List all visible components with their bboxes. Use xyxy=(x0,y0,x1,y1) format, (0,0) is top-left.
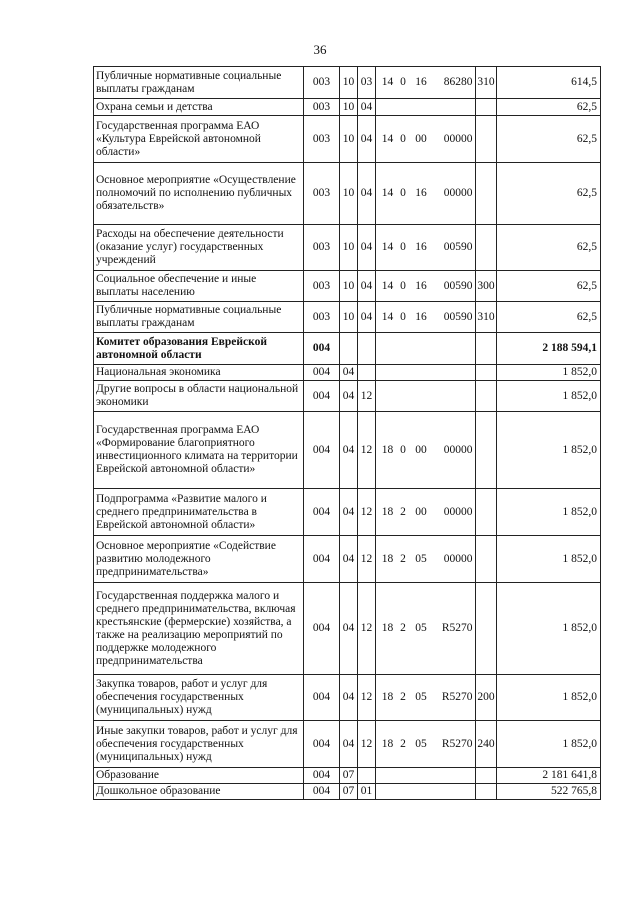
expense-type-code: 310 xyxy=(476,302,497,333)
section-code: 04 xyxy=(340,489,358,536)
target-code xyxy=(376,163,476,225)
program-code: 14 xyxy=(381,241,394,253)
amount: 1 852,0 xyxy=(497,489,601,536)
target-code xyxy=(376,365,476,381)
amount: 2 181 641,8 xyxy=(497,768,601,784)
expense-type-code xyxy=(476,333,497,365)
main-activity-code: 00 xyxy=(415,443,427,456)
subsection-code: 04 xyxy=(358,225,376,271)
table-row xyxy=(94,768,601,784)
target-code xyxy=(376,67,476,99)
direction-code: R5270 xyxy=(441,622,473,634)
table-row xyxy=(94,412,601,489)
row-name: Другие вопросы в области национальной экономики xyxy=(94,381,304,412)
section-code: 07 xyxy=(340,784,358,800)
program-code: 14 xyxy=(381,132,394,145)
direction-code: 00590 xyxy=(443,310,473,323)
direction-code: 00000 xyxy=(443,132,473,145)
row-name: Иные закупки товаров, работ и услуг для обеспечения государственных (муниципальных) нужд xyxy=(94,721,304,768)
section-code xyxy=(340,333,358,365)
row-name: Расходы на обеспечение деятельности (оказание услуг) государственных учреждений xyxy=(94,225,304,271)
section-code: 10 xyxy=(340,67,358,99)
target-code xyxy=(376,333,476,365)
row-name: Государственная программа ЕАО «Культура Еврейской автономной области» xyxy=(94,116,304,163)
target-code xyxy=(376,381,476,412)
row-name: Государственная программа ЕАО «Формирование благоприятного инвестиционного климата на территории Еврейской автономной области» xyxy=(94,412,304,489)
direction-code: 00000 xyxy=(443,552,473,565)
subprogram-code: 2 xyxy=(400,505,406,518)
table-row xyxy=(94,675,601,721)
row-name: Образование xyxy=(94,768,304,784)
ministry-code: 004 xyxy=(304,412,340,489)
row-name: Публичные нормативные социальные выплаты гражданам xyxy=(94,67,304,99)
direction-code: R5270 xyxy=(441,737,473,750)
row-name: Закупка товаров, работ и услуг для обеспечения государственных (муниципальных) нужд xyxy=(94,675,304,721)
table-row xyxy=(94,721,601,768)
amount: 62,5 xyxy=(497,225,601,271)
amount: 62,5 xyxy=(497,116,601,163)
direction-code: 00590 xyxy=(443,241,473,253)
program-code: 14 xyxy=(381,76,394,88)
expense-type-code: 240 xyxy=(476,721,497,768)
section-code: 10 xyxy=(340,302,358,333)
subsection-code xyxy=(358,333,376,365)
target-code xyxy=(376,271,476,302)
main-activity-code: 05 xyxy=(415,737,427,750)
expense-type-code xyxy=(476,536,497,583)
section-code: 10 xyxy=(340,271,358,302)
subsection-code: 12 xyxy=(358,721,376,768)
row-name: Основное мероприятие «Осуществление полномочий по исполнению публичных обязательств» xyxy=(94,163,304,225)
expense-type-code xyxy=(476,163,497,225)
subprogram-code: 0 xyxy=(400,241,406,253)
table-row xyxy=(94,536,601,583)
main-activity-code: 16 xyxy=(415,76,427,88)
table-row xyxy=(94,163,601,225)
section-code: 04 xyxy=(340,675,358,721)
target-code xyxy=(376,784,476,800)
target-code xyxy=(376,99,476,116)
subsection-code: 03 xyxy=(358,67,376,99)
budget-table xyxy=(93,66,601,800)
amount: 1 852,0 xyxy=(497,381,601,412)
expense-type-code: 200 xyxy=(476,675,497,721)
subprogram-code: 0 xyxy=(400,187,406,199)
program-code: 14 xyxy=(381,187,394,199)
target-code xyxy=(376,721,476,768)
row-name: Социальное обеспечение и иные выплаты населению xyxy=(94,271,304,302)
subprogram-code: 2 xyxy=(400,552,406,565)
table-row xyxy=(94,489,601,536)
main-activity-code: 16 xyxy=(415,187,427,199)
program-code: 18 xyxy=(381,737,394,750)
section-code: 04 xyxy=(340,583,358,675)
target-code xyxy=(376,116,476,163)
subprogram-code: 0 xyxy=(400,443,406,456)
expense-type-code xyxy=(476,583,497,675)
subsection-code xyxy=(358,365,376,381)
ministry-code: 004 xyxy=(304,675,340,721)
subprogram-code: 0 xyxy=(400,279,406,292)
main-activity-code: 16 xyxy=(415,310,427,323)
table-row xyxy=(94,381,601,412)
page-number: 36 xyxy=(313,42,327,57)
subsection-code: 12 xyxy=(358,675,376,721)
subprogram-code: 2 xyxy=(400,691,406,703)
subprogram-code: 2 xyxy=(400,622,406,634)
section-code: 10 xyxy=(340,116,358,163)
section-code: 04 xyxy=(340,381,358,412)
main-activity-code: 16 xyxy=(415,241,427,253)
ministry-code: 003 xyxy=(304,271,340,302)
table-row xyxy=(94,583,601,675)
amount: 1 852,0 xyxy=(497,675,601,721)
table-row xyxy=(94,365,601,381)
ministry-code: 004 xyxy=(304,536,340,583)
table-row xyxy=(94,271,601,302)
row-name: Государственная поддержка малого и среднего предпринимательства, включая крестьянские (фермерские) хозяйства, а также на реализацию мероприятий по поддержке молодежного предпринимательства xyxy=(94,583,304,675)
section-code: 04 xyxy=(340,365,358,381)
row-name: Комитет образования Еврейской автономной области xyxy=(94,333,304,365)
subprogram-code: 0 xyxy=(400,76,406,88)
program-code: 18 xyxy=(381,443,394,456)
expense-type-code xyxy=(476,412,497,489)
target-code xyxy=(376,225,476,271)
section-code: 04 xyxy=(340,412,358,489)
target-code xyxy=(376,675,476,721)
expense-type-code: 310 xyxy=(476,67,497,99)
section-code: 04 xyxy=(340,536,358,583)
main-activity-code: 05 xyxy=(415,552,427,565)
amount: 1 852,0 xyxy=(497,536,601,583)
subsection-code: 04 xyxy=(358,302,376,333)
subprogram-code: 0 xyxy=(400,310,406,323)
program-code: 14 xyxy=(381,310,394,323)
expense-type-code xyxy=(476,99,497,116)
amount: 62,5 xyxy=(497,302,601,333)
expense-type-code xyxy=(476,381,497,412)
target-code xyxy=(376,412,476,489)
main-activity-code: 00 xyxy=(415,505,427,518)
target-code xyxy=(376,768,476,784)
table-row xyxy=(94,67,601,99)
main-activity-code: 05 xyxy=(415,622,427,634)
main-activity-code: 16 xyxy=(415,279,427,292)
program-code: 18 xyxy=(381,552,394,565)
target-code xyxy=(376,536,476,583)
amount: 1 852,0 xyxy=(497,583,601,675)
ministry-code: 004 xyxy=(304,489,340,536)
direction-code: 86280 xyxy=(443,76,473,88)
expense-type-code xyxy=(476,489,497,536)
subprogram-code: 0 xyxy=(400,132,406,145)
table-row xyxy=(94,333,601,365)
subsection-code: 04 xyxy=(358,271,376,302)
subsection-code: 04 xyxy=(358,163,376,225)
row-name: Охрана семьи и детства xyxy=(94,99,304,116)
direction-code: R5270 xyxy=(441,691,473,703)
table-row xyxy=(94,784,601,800)
table-row xyxy=(94,99,601,116)
ministry-code: 003 xyxy=(304,225,340,271)
ministry-code: 004 xyxy=(304,381,340,412)
subsection-code: 01 xyxy=(358,784,376,800)
expense-type-code: 300 xyxy=(476,271,497,302)
amount: 62,5 xyxy=(497,163,601,225)
amount: 1 852,0 xyxy=(497,365,601,381)
table-row xyxy=(94,225,601,271)
row-name: Национальная экономика xyxy=(94,365,304,381)
expense-type-code xyxy=(476,768,497,784)
program-code: 18 xyxy=(381,622,394,634)
direction-code: 00590 xyxy=(443,279,473,292)
direction-code: 00000 xyxy=(443,187,473,199)
amount: 62,5 xyxy=(497,99,601,116)
target-code xyxy=(376,302,476,333)
target-code xyxy=(376,489,476,536)
ministry-code: 003 xyxy=(304,116,340,163)
program-code: 14 xyxy=(381,279,394,292)
amount: 62,5 xyxy=(497,271,601,302)
expense-type-code xyxy=(476,784,497,800)
expense-type-code xyxy=(476,225,497,271)
ministry-code: 003 xyxy=(304,163,340,225)
program-code: 18 xyxy=(381,691,394,703)
subsection-code: 12 xyxy=(358,381,376,412)
amount: 522 765,8 xyxy=(497,784,601,800)
expense-type-code xyxy=(476,365,497,381)
subsection-code: 12 xyxy=(358,412,376,489)
table-row xyxy=(94,302,601,333)
direction-code: 00000 xyxy=(443,505,473,518)
ministry-code: 004 xyxy=(304,365,340,381)
amount: 2 188 594,1 xyxy=(497,333,601,365)
section-code: 10 xyxy=(340,225,358,271)
subsection-code: 04 xyxy=(358,99,376,116)
ministry-code: 003 xyxy=(304,302,340,333)
subsection-code: 12 xyxy=(358,583,376,675)
ministry-code: 004 xyxy=(304,583,340,675)
ministry-code: 004 xyxy=(304,784,340,800)
subsection-code: 12 xyxy=(358,536,376,583)
section-code: 10 xyxy=(340,99,358,116)
expense-type-code xyxy=(476,116,497,163)
row-name: Публичные нормативные социальные выплаты гражданам xyxy=(94,302,304,333)
subsection-code: 12 xyxy=(358,489,376,536)
ministry-code: 004 xyxy=(304,768,340,784)
row-name: Подпрограмма «Развитие малого и среднего предпринимательства в Еврейской автономной области» xyxy=(94,489,304,536)
section-code: 04 xyxy=(340,721,358,768)
subsection-code: 04 xyxy=(358,116,376,163)
subsection-code xyxy=(358,768,376,784)
amount: 1 852,0 xyxy=(497,721,601,768)
row-name: Дошкольное образование xyxy=(94,784,304,800)
target-code xyxy=(376,583,476,675)
row-name: Основное мероприятие «Содействие развитию молодежного предпринимательства» xyxy=(94,536,304,583)
subprogram-code: 2 xyxy=(400,737,406,750)
direction-code: 00000 xyxy=(443,443,473,456)
ministry-code: 003 xyxy=(304,99,340,116)
amount: 1 852,0 xyxy=(497,412,601,489)
amount: 614,5 xyxy=(497,67,601,99)
main-activity-code: 00 xyxy=(415,132,427,145)
section-code: 07 xyxy=(340,768,358,784)
program-code: 18 xyxy=(381,505,394,518)
ministry-code: 004 xyxy=(304,721,340,768)
ministry-code: 004 xyxy=(304,333,340,365)
main-activity-code: 05 xyxy=(415,691,427,703)
section-code: 10 xyxy=(340,163,358,225)
ministry-code: 003 xyxy=(304,67,340,99)
table-row xyxy=(94,116,601,163)
